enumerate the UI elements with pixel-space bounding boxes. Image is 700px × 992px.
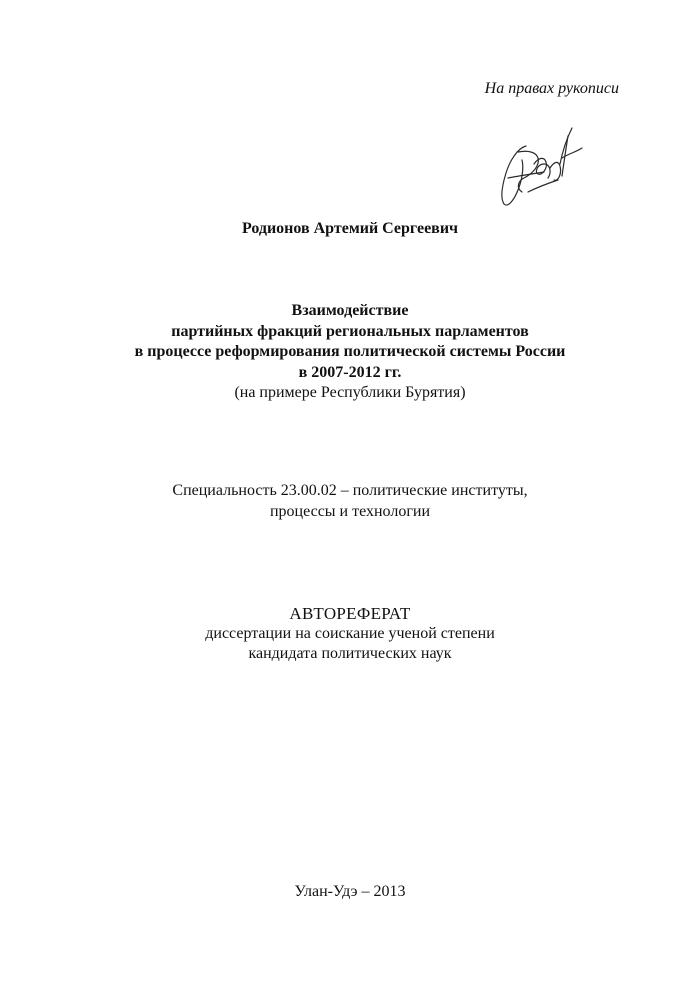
abstract-heading: АВТОРЕФЕРАТ bbox=[289, 604, 411, 623]
specialty-block bbox=[0, 480, 700, 522]
author-signature bbox=[488, 118, 588, 218]
title-line: партийных фракций региональных парламентов bbox=[171, 322, 529, 340]
dissertation-title bbox=[0, 301, 700, 404]
place-year: Улан-Удэ – 2013 bbox=[294, 883, 406, 900]
abstract-line: кандидата политических наук bbox=[248, 645, 452, 662]
title-line: в процессе реформирования политической системы России bbox=[134, 343, 566, 360]
title-subtitle: (на примере Республики Бурятия) bbox=[234, 384, 466, 401]
specialty-line: процессы и технологии bbox=[269, 503, 431, 520]
abstract-block bbox=[0, 604, 700, 664]
author-name: Родионов Артемий Сергеевич bbox=[241, 220, 459, 237]
title-line: в 2007-2012 гг. bbox=[298, 363, 402, 381]
manuscript-note: На правах рукописи bbox=[484, 80, 619, 97]
title-line: Взаимодействие bbox=[291, 302, 409, 319]
abstract-line: диссертации на соискание ученой степени bbox=[205, 625, 495, 642]
specialty-line: Специальность 23.00.02 – политические институты, bbox=[172, 482, 528, 499]
